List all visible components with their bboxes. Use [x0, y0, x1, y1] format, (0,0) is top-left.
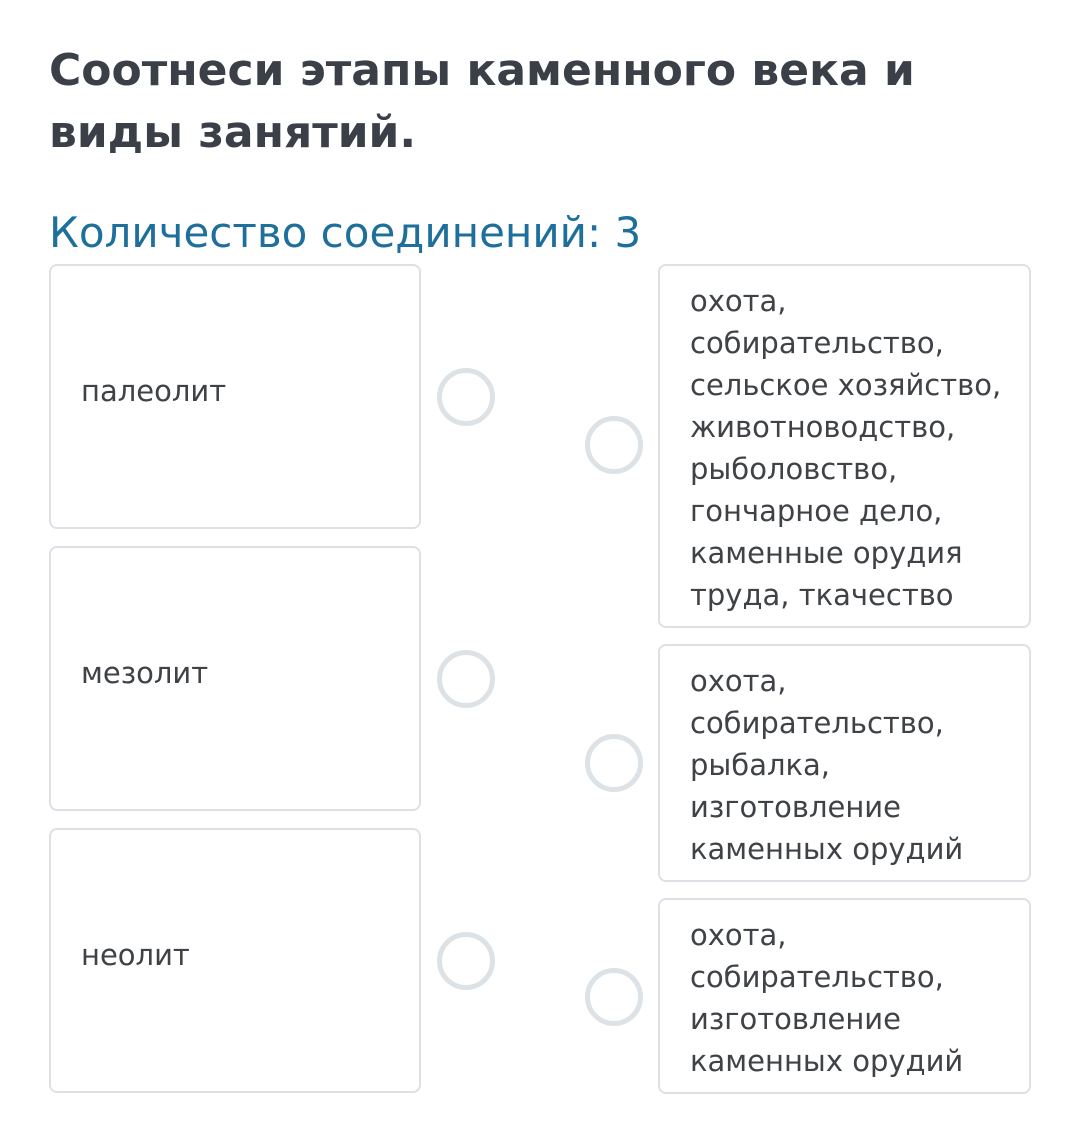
connections-count: Количество соединений: 3	[49, 208, 642, 257]
right-connector-1[interactable]	[585, 416, 643, 474]
right-item-2[interactable]	[658, 644, 1031, 882]
right-item-3[interactable]	[658, 898, 1031, 1094]
right-connector-2[interactable]	[585, 734, 643, 792]
left-item-mesolithic[interactable]	[49, 546, 421, 811]
left-connector-neolithic[interactable]	[437, 932, 495, 990]
right-item-label: охота, собирательство, сельское хозяйство, животноводство, рыболовство, гончарное дело, каменные орудия труда, ткачество	[690, 284, 1002, 612]
right-item-1[interactable]	[658, 264, 1031, 628]
right-connector-3[interactable]	[585, 968, 643, 1026]
right-item-label: охота, собирательство, изготовление каменных орудий	[690, 918, 964, 1078]
left-item-neolithic[interactable]	[49, 828, 421, 1093]
question-title: Соотнеси этапы каменного века и виды занятий.	[49, 45, 915, 158]
left-item-label: палеолит	[81, 373, 227, 408]
left-item-label: неолит	[81, 937, 190, 972]
right-item-label: охота, собирательство, рыбалка, изготовление каменных орудий	[690, 664, 964, 866]
left-item-paleolithic[interactable]	[49, 264, 421, 529]
left-item-label: мезолит	[81, 655, 209, 690]
left-connector-paleolithic[interactable]	[437, 368, 495, 426]
left-connector-mesolithic[interactable]	[437, 650, 495, 708]
